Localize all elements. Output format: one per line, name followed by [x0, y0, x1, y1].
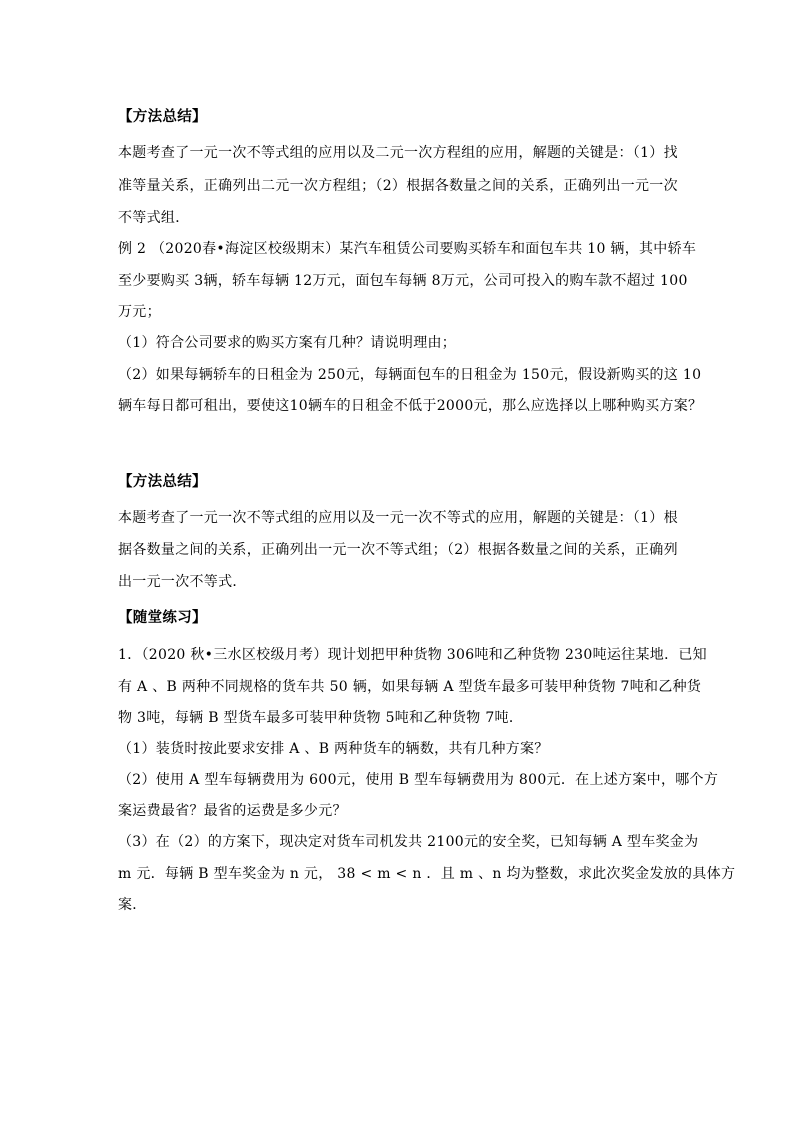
- practice-heading: 【随堂练习】: [118, 609, 207, 626]
- example-2-line-1: 例 2 （2020春•海淀区校级期末）某汽车租赁公司要购买轿车和面包车共 10 辆，其中轿车: [118, 241, 697, 257]
- summary-1-line-3: 不等式组．: [118, 210, 190, 226]
- practice-1-line-2: 有 A 、B 两种不同规格的货车共 50 辆，如果每辆 A 型货车最多可装甲种货物 7吨和乙种货: [118, 679, 702, 695]
- practice-1-line-3: 物 3吨，每辆 B 型货车最多可装甲种货物 5吨和乙种货物 7吨．: [118, 710, 524, 726]
- summary-2-line-2: 据各数量之间的关系，正确列出一元一次不等式组；（2）根据各数量之间的关系，正确列: [118, 542, 678, 558]
- summary-2-line-3: 出一元一次不等式．: [118, 574, 247, 590]
- practice-question-3-line-2: m 元．每辆 B 型车奖金为 n 元， 38 < m < n ．且 m 、n 均为整数，求此次奖金发放的具体方: [118, 866, 736, 882]
- practice-question-1: （1）装货时按此要求安排 A 、B 两种货车的辆数，共有几种方案？: [118, 741, 549, 757]
- summary-1-line-1: 本题考查了一元一次不等式组的应用以及二元一次方程组的应用，解题的关键是：（1）找: [118, 145, 678, 161]
- example-2-line-3: 万元；: [118, 304, 161, 320]
- example-2-question-2-line-2: 辆车每日都可租出，要使这10辆车的日租金不低于2000元，那么应选择以上哪种购买方案？: [118, 398, 703, 414]
- practice-question-3-line-1: （3）在（2）的方案下，现决定对货车司机发共 2100元的安全奖，已知每辆 A 型车奖金为: [118, 834, 699, 850]
- method-summary-heading-2: 【方法总结】: [118, 473, 207, 490]
- summary-1-line-2: 准等量关系，正确列出二元一次方程组；（2）根据各数量之间的关系，正确列出一元一次: [118, 178, 678, 194]
- example-2-line-2: 至少要购买 3辆，轿车每辆 12万元，面包车每辆 8万元，公司可投入的购车款不超过 100: [118, 273, 688, 289]
- example-2-question-1: （1）符合公司要求的购买方案有几种？请说明理由；: [118, 335, 457, 351]
- practice-question-3-line-3: 案．: [118, 897, 147, 913]
- practice-1-line-1: 1．（2020 秋•三水区校级月考）现计划把甲种货物 306吨和乙种货物 230吨运往某地．已知: [118, 647, 707, 663]
- summary-2-line-1: 本题考查了一元一次不等式组的应用以及一元一次不等式的应用，解题的关键是：（1）根: [118, 510, 678, 526]
- practice-question-2-line-1: （2）使用 A 型车每辆费用为 600元，使用 B 型车每辆费用为 800元．在上述方案中，哪个方: [118, 772, 719, 788]
- practice-question-2-line-2: 案运费最省？最省的运费是多少元？: [118, 803, 347, 819]
- example-2-question-2-line-1: （2）如果每辆轿车的日租金为 250元，每辆面包车的日租金为 150元，假设新购买的这 10: [118, 367, 702, 383]
- method-summary-heading-1: 【方法总结】: [118, 108, 207, 125]
